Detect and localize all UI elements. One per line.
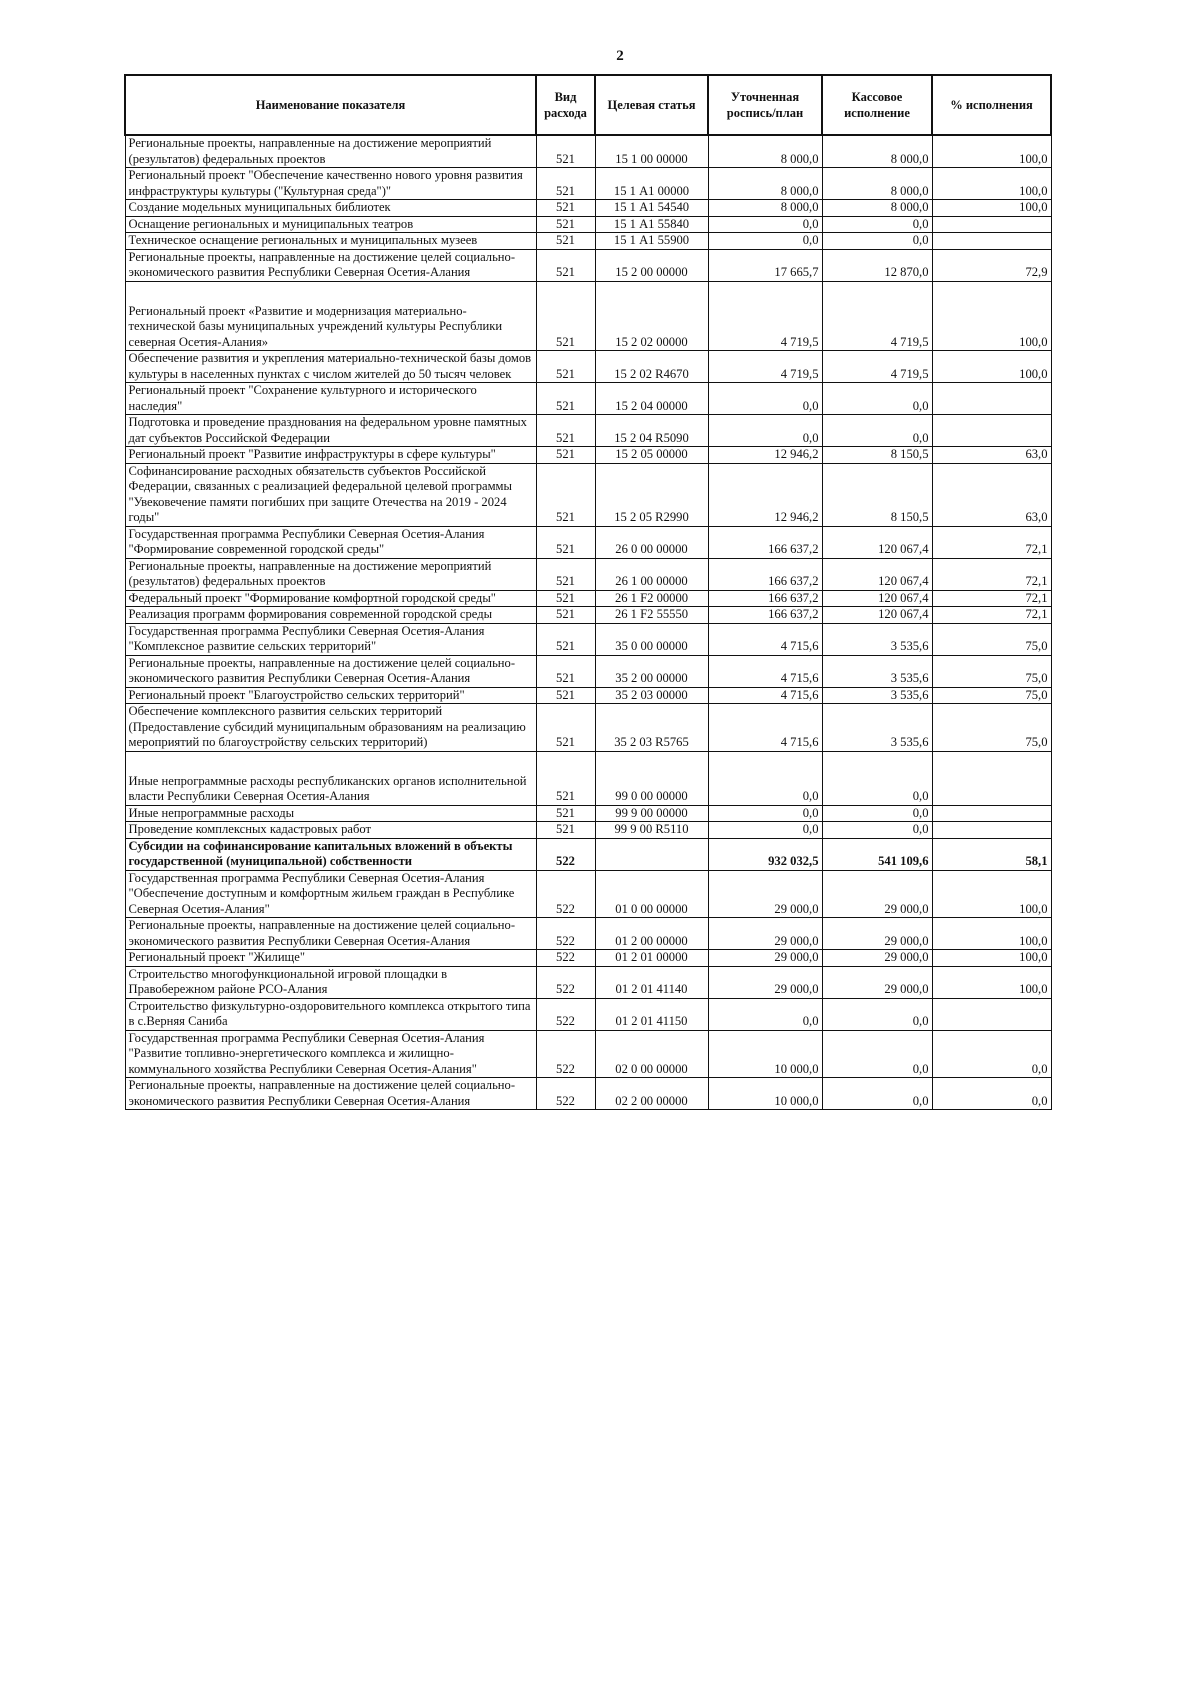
cell-plan: 0,0: [708, 415, 822, 447]
cell-type: 521: [536, 623, 595, 655]
cell-percent: 100,0: [932, 918, 1051, 950]
cell-percent: 100,0: [932, 950, 1051, 967]
cell-plan: 17 665,7: [708, 249, 822, 281]
cell-cash: 3 535,6: [822, 623, 932, 655]
cell-name: Иные непрограммные расходы республиканских органов исполнительной власти Республики Северная Осетия-Алания: [125, 751, 536, 805]
cell-code: 01 2 01 41150: [595, 998, 708, 1030]
cell-percent: [932, 233, 1051, 250]
cell-percent: [932, 805, 1051, 822]
cell-percent: 72,1: [932, 607, 1051, 624]
cell-type: 522: [536, 966, 595, 998]
cell-type: 522: [536, 998, 595, 1030]
cell-name: Региональный проект "Развитие инфраструктуры в сфере культуры": [125, 447, 536, 464]
cell-name: Реализация программ формирования современной городской среды: [125, 607, 536, 624]
cell-cash: 541 109,6: [822, 838, 932, 870]
cell-name: Региональные проекты, направленные на достижение целей социально-экономического развития Республики Северная Осетия-Алания: [125, 918, 536, 950]
budget-execution-table: [124, 74, 1052, 1110]
cell-plan: 29 000,0: [708, 950, 822, 967]
table-row: [125, 558, 1051, 590]
header-name: Наименование показателя: [125, 75, 536, 135]
table-row: [125, 687, 1051, 704]
table-row: [125, 623, 1051, 655]
table-row: [125, 918, 1051, 950]
cell-code: 02 2 00 00000: [595, 1078, 708, 1110]
cell-code: 99 9 00 00000: [595, 805, 708, 822]
cell-type: 521: [536, 526, 595, 558]
cell-code: 35 2 00 00000: [595, 655, 708, 687]
header-type: Вид расхода: [536, 75, 595, 135]
cell-name: Создание модельных муниципальных библиотек: [125, 200, 536, 217]
table-row: [125, 415, 1051, 447]
table-row: [125, 751, 1051, 805]
header-code: Целевая статья: [595, 75, 708, 135]
cell-percent: 100,0: [932, 966, 1051, 998]
cell-percent: 63,0: [932, 463, 1051, 526]
table-header-row: [125, 75, 1051, 135]
cell-percent: 63,0: [932, 447, 1051, 464]
cell-cash: 120 067,4: [822, 558, 932, 590]
cell-cash: 29 000,0: [822, 918, 932, 950]
cell-percent: 100,0: [932, 168, 1051, 200]
cell-percent: [932, 751, 1051, 805]
cell-code: 15 1 00 00000: [595, 135, 708, 168]
cell-cash: 4 719,5: [822, 351, 932, 383]
cell-cash: 3 535,6: [822, 704, 932, 752]
cell-percent: [932, 998, 1051, 1030]
table-row: [125, 590, 1051, 607]
cell-code: 01 0 00 00000: [595, 870, 708, 918]
cell-type: 521: [536, 200, 595, 217]
cell-plan: 29 000,0: [708, 918, 822, 950]
cell-name: Оснащение региональных и муниципальных театров: [125, 216, 536, 233]
cell-name: Государственная программа Республики Северная Осетия-Алания "Обеспечение доступным и комфортным жильем граждан в Республике Северная Осетия-Алания": [125, 870, 536, 918]
cell-plan: 10 000,0: [708, 1078, 822, 1110]
cell-percent: 75,0: [932, 687, 1051, 704]
table-row: [125, 1078, 1051, 1110]
cell-cash: 0,0: [822, 998, 932, 1030]
cell-type: 521: [536, 805, 595, 822]
table-row: [125, 200, 1051, 217]
cell-name: Региональный проект "Сохранение культурного и исторического наследия": [125, 383, 536, 415]
cell-plan: 166 637,2: [708, 607, 822, 624]
table-row: [125, 966, 1051, 998]
cell-name: Региональные проекты, направленные на достижение целей социально-экономического развития Республики Северная Осетия-Алания: [125, 655, 536, 687]
cell-cash: 120 067,4: [822, 590, 932, 607]
cell-code: 99 9 00 R5110: [595, 822, 708, 839]
cell-code: [595, 838, 708, 870]
cell-code: 26 0 00 00000: [595, 526, 708, 558]
cell-percent: 100,0: [932, 351, 1051, 383]
table-row: [125, 526, 1051, 558]
cell-plan: 4 715,6: [708, 687, 822, 704]
cell-code: 15 1 А1 00000: [595, 168, 708, 200]
cell-name: Федеральный проект "Формирование комфортной городской среды": [125, 590, 536, 607]
cell-code: 15 1 А1 54540: [595, 200, 708, 217]
cell-plan: 8 000,0: [708, 200, 822, 217]
cell-type: 521: [536, 447, 595, 464]
cell-plan: 29 000,0: [708, 870, 822, 918]
cell-name: Подготовка и проведение празднования на федеральном уровне памятных дат субъектов Российской Федерации: [125, 415, 536, 447]
cell-cash: 8 000,0: [822, 200, 932, 217]
cell-cash: 0,0: [822, 1030, 932, 1078]
header-percent: % исполнения: [932, 75, 1051, 135]
cell-name: Строительство физкультурно-оздоровительного комплекса открытого типа в с.Верняя Саниба: [125, 998, 536, 1030]
table-row: [125, 249, 1051, 281]
cell-cash: 8 000,0: [822, 168, 932, 200]
table-row: [125, 168, 1051, 200]
cell-percent: 72,9: [932, 249, 1051, 281]
table-row: [125, 870, 1051, 918]
cell-cash: 0,0: [822, 233, 932, 250]
cell-name: Обеспечение комплексного развития сельских территорий (Предоставление субсидий муниципальным образованиям на реализацию мероприятий по благоустройству сельских территорий): [125, 704, 536, 752]
cell-cash: 8 150,5: [822, 463, 932, 526]
cell-plan: 10 000,0: [708, 1030, 822, 1078]
cell-name: Строительство многофункциональной игровой площадки в Правобережном районе РСО-Алания: [125, 966, 536, 998]
cell-plan: 0,0: [708, 822, 822, 839]
table-row: [125, 655, 1051, 687]
cell-cash: 29 000,0: [822, 950, 932, 967]
cell-type: 522: [536, 838, 595, 870]
cell-type: 521: [536, 233, 595, 250]
cell-code: 35 0 00 00000: [595, 623, 708, 655]
cell-percent: [932, 415, 1051, 447]
table-row: [125, 447, 1051, 464]
cell-code: 15 2 00 00000: [595, 249, 708, 281]
cell-name: Проведение комплексных кадастровых работ: [125, 822, 536, 839]
cell-percent: 100,0: [932, 870, 1051, 918]
cell-name: Государственная программа Республики Северная Осетия-Алания "Формирование современной городской среды": [125, 526, 536, 558]
cell-cash: 0,0: [822, 216, 932, 233]
cell-type: 521: [536, 822, 595, 839]
cell-name: Техническое оснащение региональных и муниципальных музеев: [125, 233, 536, 250]
cell-code: 35 2 03 00000: [595, 687, 708, 704]
cell-cash: 29 000,0: [822, 966, 932, 998]
table-row: [125, 1030, 1051, 1078]
cell-plan: 4 715,6: [708, 623, 822, 655]
cell-cash: 0,0: [822, 751, 932, 805]
cell-name: Обеспечение развития и укрепления материально-технической базы домов культуры в населенных пунктах с числом жителей до 50 тысяч человек: [125, 351, 536, 383]
cell-percent: [932, 216, 1051, 233]
cell-code: 15 2 02 00000: [595, 281, 708, 351]
cell-plan: 8 000,0: [708, 135, 822, 168]
cell-code: 01 2 01 41140: [595, 966, 708, 998]
cell-plan: 0,0: [708, 751, 822, 805]
cell-type: 521: [536, 351, 595, 383]
table-row: [125, 216, 1051, 233]
cell-code: 02 0 00 00000: [595, 1030, 708, 1078]
cell-plan: 4 715,6: [708, 655, 822, 687]
cell-plan: 166 637,2: [708, 526, 822, 558]
table-row: [125, 135, 1051, 168]
cell-type: 521: [536, 415, 595, 447]
cell-type: 521: [536, 168, 595, 200]
cell-type: 521: [536, 383, 595, 415]
cell-code: 15 2 05 00000: [595, 447, 708, 464]
cell-name: Софинансирование расходных обязательств субъектов Российской Федерации, связанных с реализацией федеральной целевой программы "Увековечение памяти погибших при защите Отечества на 2019 - 2024 годы": [125, 463, 536, 526]
cell-type: 521: [536, 135, 595, 168]
cell-cash: 29 000,0: [822, 870, 932, 918]
cell-plan: 29 000,0: [708, 966, 822, 998]
cell-cash: 12 870,0: [822, 249, 932, 281]
table-row: [125, 351, 1051, 383]
cell-type: 521: [536, 751, 595, 805]
cell-code: 26 1 F2 55550: [595, 607, 708, 624]
cell-type: 521: [536, 281, 595, 351]
cell-plan: 12 946,2: [708, 447, 822, 464]
table-row: [125, 233, 1051, 250]
cell-cash: 8 000,0: [822, 135, 932, 168]
cell-percent: 100,0: [932, 200, 1051, 217]
cell-name: Государственная программа Республики Северная Осетия-Алания "Развитие топливно-энергетического комплекса и жилищно-коммунального хозяйства Республики Северная Осетия-Алания": [125, 1030, 536, 1078]
cell-percent: 58,1: [932, 838, 1051, 870]
cell-type: 521: [536, 655, 595, 687]
cell-percent: 100,0: [932, 135, 1051, 168]
cell-cash: 0,0: [822, 383, 932, 415]
cell-cash: 0,0: [822, 805, 932, 822]
cell-plan: 0,0: [708, 216, 822, 233]
cell-name: Региональный проект «Развитие и модернизация материально- технической базы муниципальных учреждений культуры Республики северная Осетия-Алания»: [125, 281, 536, 351]
cell-plan: 12 946,2: [708, 463, 822, 526]
table-row: [125, 704, 1051, 752]
cell-type: 521: [536, 687, 595, 704]
cell-plan: 0,0: [708, 233, 822, 250]
cell-cash: 0,0: [822, 415, 932, 447]
cell-name: Региональный проект "Жилище": [125, 950, 536, 967]
cell-percent: [932, 383, 1051, 415]
cell-name: Иные непрограммные расходы: [125, 805, 536, 822]
cell-type: 521: [536, 558, 595, 590]
cell-code: 15 1 А1 55840: [595, 216, 708, 233]
table-row: [125, 998, 1051, 1030]
cell-plan: 0,0: [708, 383, 822, 415]
cell-type: 521: [536, 607, 595, 624]
cell-type: 521: [536, 463, 595, 526]
cell-cash: 3 535,6: [822, 687, 932, 704]
page-number: 2: [616, 48, 624, 64]
table-row: [125, 950, 1051, 967]
table-row: [125, 463, 1051, 526]
cell-type: 522: [536, 950, 595, 967]
cell-plan: 0,0: [708, 998, 822, 1030]
cell-name: Региональные проекты, направленные на достижение целей социально-экономического развития Республики Северная Осетия-Алания: [125, 1078, 536, 1110]
cell-type: 521: [536, 590, 595, 607]
cell-name: Региональный проект "Благоустройство сельских территорий": [125, 687, 536, 704]
cell-percent: 75,0: [932, 623, 1051, 655]
cell-percent: [932, 822, 1051, 839]
cell-type: 522: [536, 1030, 595, 1078]
table-row: [125, 805, 1051, 822]
cell-plan: 932 032,5: [708, 838, 822, 870]
cell-cash: 4 719,5: [822, 281, 932, 351]
cell-name: Региональные проекты, направленные на достижение мероприятий (результатов) федеральных проектов: [125, 558, 536, 590]
cell-cash: 8 150,5: [822, 447, 932, 464]
table-row: [125, 281, 1051, 351]
cell-code: 01 2 01 00000: [595, 950, 708, 967]
cell-percent: 75,0: [932, 704, 1051, 752]
cell-type: 521: [536, 249, 595, 281]
cell-plan: 166 637,2: [708, 558, 822, 590]
cell-code: 01 2 00 00000: [595, 918, 708, 950]
cell-percent: 72,1: [932, 590, 1051, 607]
cell-percent: 72,1: [932, 526, 1051, 558]
cell-cash: 0,0: [822, 822, 932, 839]
header-cash: Кассовое исполнение: [822, 75, 932, 135]
header-plan: Уточненная роспись/план: [708, 75, 822, 135]
cell-code: 15 2 02 R4670: [595, 351, 708, 383]
cell-plan: 4 719,5: [708, 281, 822, 351]
cell-percent: 0,0: [932, 1078, 1051, 1110]
cell-code: 15 2 04 00000: [595, 383, 708, 415]
cell-code: 15 1 А1 55900: [595, 233, 708, 250]
cell-type: 521: [536, 216, 595, 233]
cell-plan: 4 719,5: [708, 351, 822, 383]
table-row: [125, 822, 1051, 839]
cell-percent: 75,0: [932, 655, 1051, 687]
cell-percent: 100,0: [932, 281, 1051, 351]
cell-type: 522: [536, 918, 595, 950]
cell-code: 26 1 00 00000: [595, 558, 708, 590]
cell-cash: 0,0: [822, 1078, 932, 1110]
cell-code: 15 2 05 R2990: [595, 463, 708, 526]
cell-code: 35 2 03 R5765: [595, 704, 708, 752]
cell-cash: 120 067,4: [822, 607, 932, 624]
cell-plan: 4 715,6: [708, 704, 822, 752]
cell-plan: 166 637,2: [708, 590, 822, 607]
cell-name: Региональные проекты, направленные на достижение мероприятий (результатов) федеральных проектов: [125, 135, 536, 168]
cell-name: Региональный проект "Обеспечение качественно нового уровня развития инфраструктуры культуры ("Культурная среда")": [125, 168, 536, 200]
cell-type: 522: [536, 1078, 595, 1110]
cell-name: Региональные проекты, направленные на достижение целей социально-экономического развития Республики Северная Осетия-Алания: [125, 249, 536, 281]
table-row: [125, 838, 1051, 870]
cell-percent: 72,1: [932, 558, 1051, 590]
cell-type: 522: [536, 870, 595, 918]
cell-name: Государственная программа Республики Северная Осетия-Алания "Комплексное развитие сельских территорий": [125, 623, 536, 655]
cell-cash: 3 535,6: [822, 655, 932, 687]
cell-percent: 0,0: [932, 1030, 1051, 1078]
cell-plan: 0,0: [708, 805, 822, 822]
cell-plan: 8 000,0: [708, 168, 822, 200]
cell-type: 521: [536, 704, 595, 752]
cell-code: 15 2 04 R5090: [595, 415, 708, 447]
cell-code: 99 0 00 00000: [595, 751, 708, 805]
cell-code: 26 1 F2 00000: [595, 590, 708, 607]
table-row: [125, 383, 1051, 415]
cell-name: Субсидии на софинансирование капитальных вложений в объекты государственной (муниципальной) собственности: [125, 838, 536, 870]
table-row: [125, 607, 1051, 624]
cell-cash: 120 067,4: [822, 526, 932, 558]
